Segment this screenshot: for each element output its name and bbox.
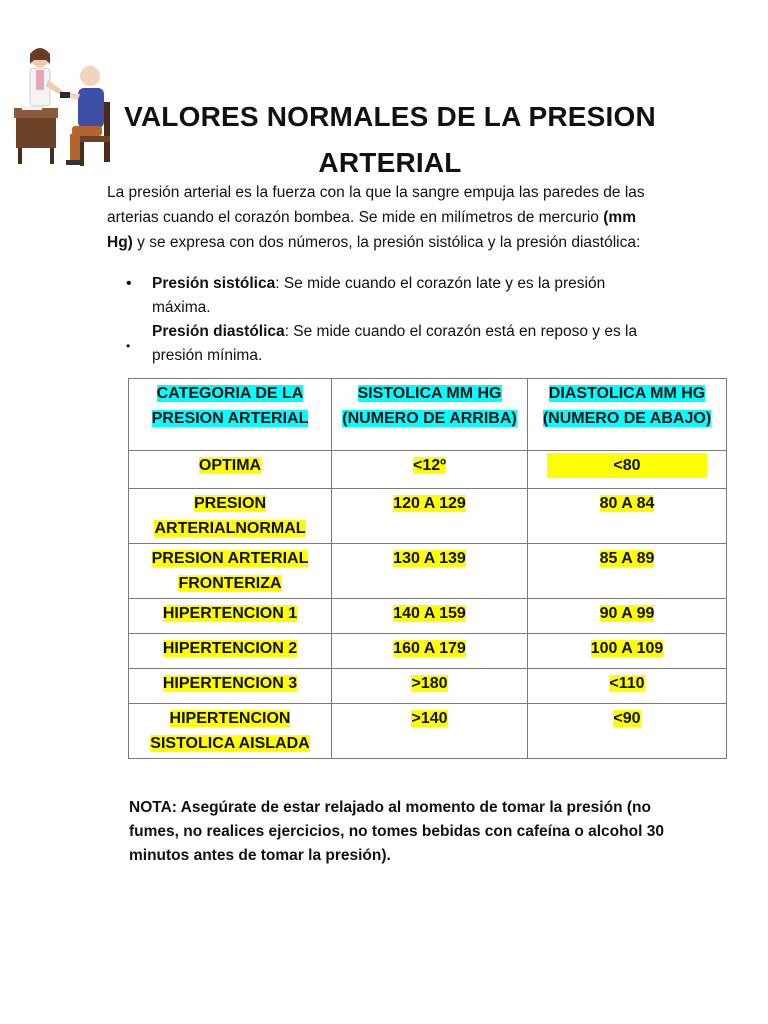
cell-category xyxy=(129,451,332,489)
intro-text-1: La presión arterial es la fuerza con la que la sangre empuja las paredes de las arterias cuando el corazón bombea. Se mide en milímetros de mercurio xyxy=(107,184,645,226)
cell-diastolic-text: <80 xyxy=(547,453,707,478)
table-row xyxy=(129,599,727,634)
table-row xyxy=(129,544,727,599)
cell-category xyxy=(129,704,332,759)
table-row xyxy=(129,489,727,544)
cell-category xyxy=(129,489,332,544)
bullet-term: Presión sistólica xyxy=(152,275,276,292)
list-item xyxy=(116,272,656,320)
note-paragraph: NOTA: Asegúrate de estar relajado al momento de tomar la presión (no fumes, no realices ejercicios, no tomes bebidas con cafeína o alcohol 30 minutos antes de tomar la presión). xyxy=(129,799,664,864)
cell-diastolic-text: 80 A 84 xyxy=(599,495,655,512)
header-category-text: CATEGORIA DE LA PRESION ARTERIAL xyxy=(151,385,309,427)
bullet-term: Presión diastólica xyxy=(152,323,285,340)
cell-diastolic xyxy=(528,634,727,669)
cell-systolic-text: 130 A 139 xyxy=(393,550,466,567)
bullet-text: : Se mide cuando el corazón está en reposo y es la presión mínima. xyxy=(152,323,638,364)
intro-text-2: y se expresa con dos números, la presión sistólica y la presión diastólica: xyxy=(132,234,641,251)
cell-category xyxy=(129,634,332,669)
table-row xyxy=(129,451,727,489)
list-item xyxy=(116,320,656,368)
header-diastolic xyxy=(528,379,727,451)
cell-systolic xyxy=(332,634,528,669)
intro-paragraph xyxy=(107,180,662,255)
bullet-list xyxy=(116,272,656,368)
cell-category-text: HIPERTENCION 2 xyxy=(162,640,298,657)
cell-diastolic-text: <110 xyxy=(609,675,645,692)
cell-category-text: HIPERTENCION SISTOLICA AISLADA xyxy=(150,710,310,752)
cell-category xyxy=(129,669,332,704)
header-category xyxy=(129,379,332,451)
cell-diastolic xyxy=(528,544,727,599)
cell-diastolic-text: 90 A 99 xyxy=(599,605,655,622)
table-header-row xyxy=(129,379,727,451)
blood-pressure-table xyxy=(128,378,727,759)
bullet-icon: • xyxy=(126,275,132,292)
cell-diastolic xyxy=(528,489,727,544)
cell-systolic-text: >140 xyxy=(411,710,448,727)
page-title xyxy=(110,94,670,186)
table-row xyxy=(129,634,727,669)
header-systolic-text: SISTOLICA MM HG (NUMERO DE ARRIBA) xyxy=(342,385,517,427)
cell-diastolic-text: <90 xyxy=(613,710,641,727)
cell-systolic-text: >180 xyxy=(411,675,448,692)
cell-diastolic xyxy=(528,704,727,759)
cell-systolic xyxy=(332,544,528,599)
cell-systolic-text: 160 A 179 xyxy=(393,640,466,657)
cell-systolic-text: 140 A 159 xyxy=(393,605,466,622)
title-line-2: ARTERIAL xyxy=(318,147,462,178)
cell-category-text: PRESION ARTERIAL FRONTERIZA xyxy=(151,550,309,592)
table-row xyxy=(129,669,727,704)
intro-unit-bold: (mm Hg) xyxy=(107,209,636,251)
cell-diastolic xyxy=(528,599,727,634)
cell-systolic xyxy=(332,451,528,489)
doctor-patient-illustration-icon xyxy=(8,40,126,176)
cell-category-text: OPTIMA xyxy=(198,457,262,474)
cell-category xyxy=(129,599,332,634)
cell-category-text: HIPERTENCION 1 xyxy=(162,605,298,622)
cell-diastolic-text: 85 A 89 xyxy=(599,550,655,567)
cell-systolic xyxy=(332,489,528,544)
cell-systolic xyxy=(332,669,528,704)
bullet-icon: • xyxy=(126,339,131,353)
bullet-text: : Se mide cuando el corazón late y es la presión máxima. xyxy=(152,275,606,316)
header-systolic xyxy=(332,379,528,451)
cell-diastolic-text: 100 A 109 xyxy=(590,640,664,657)
cell-systolic xyxy=(332,599,528,634)
cell-category-text: PRESION ARTERIALNORMAL xyxy=(154,495,306,537)
cell-diastolic xyxy=(528,669,727,704)
cell-category xyxy=(129,544,332,599)
table-row xyxy=(129,704,727,759)
cell-systolic xyxy=(332,704,528,759)
cell-diastolic xyxy=(528,451,727,489)
cell-systolic-text: <12º xyxy=(413,457,446,474)
cell-systolic-text: 120 A 129 xyxy=(393,495,466,512)
cell-category-text: HIPERTENCION 3 xyxy=(162,675,298,692)
title-line-1: VALORES NORMALES DE LA PRESION xyxy=(124,101,656,132)
header-diastolic-text: DIASTOLICA MM HG (NUMERO DE ABAJO) xyxy=(542,385,712,427)
